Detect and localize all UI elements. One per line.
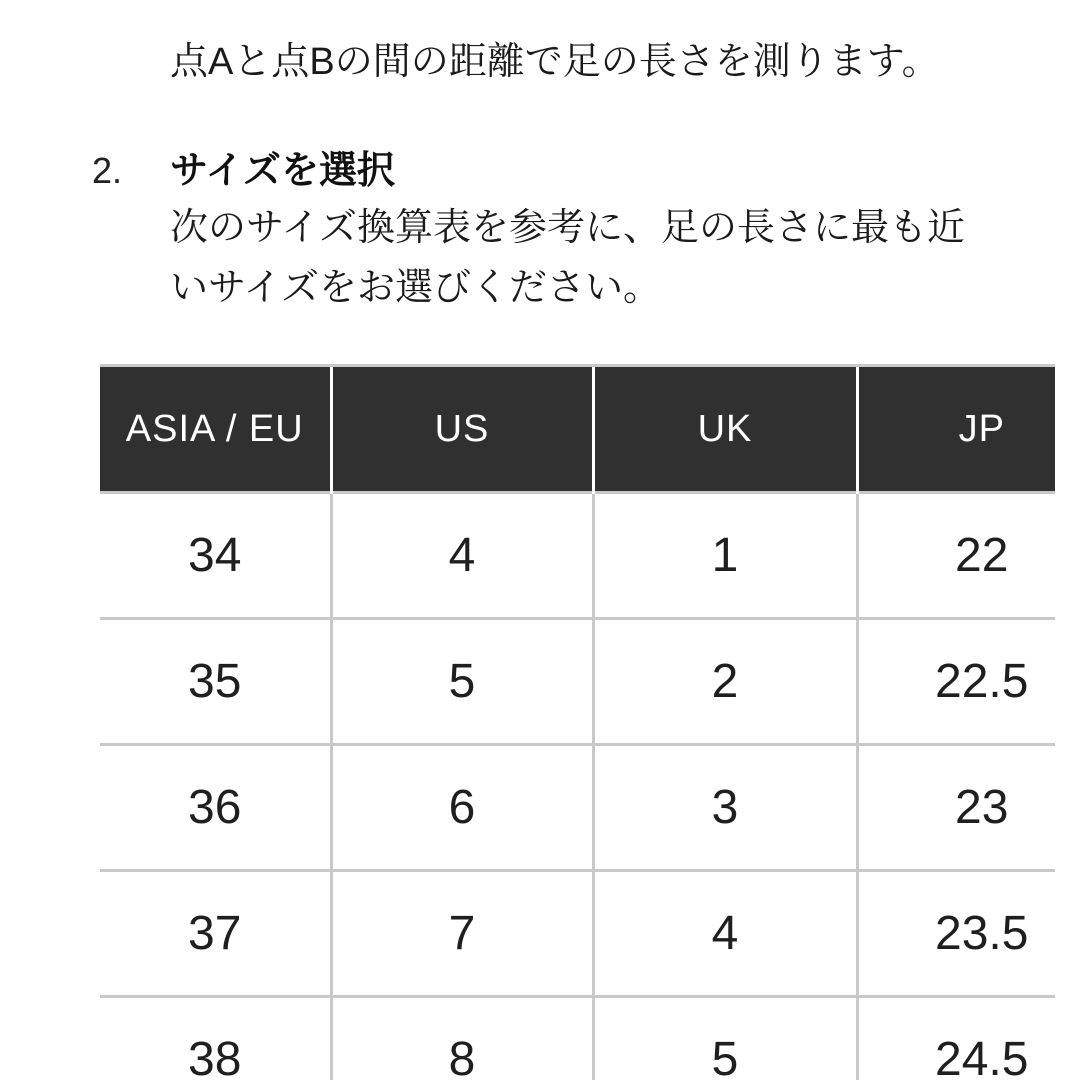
cell-uk: 4 bbox=[593, 871, 857, 997]
cell-us: 4 bbox=[331, 493, 593, 619]
step-item-2 bbox=[0, 144, 1080, 318]
cell-us: 7 bbox=[331, 871, 593, 997]
step-content bbox=[170, 144, 965, 318]
step-body-text bbox=[170, 198, 965, 318]
cell-jp: 22.5 bbox=[857, 619, 1055, 745]
cell-us: 5 bbox=[331, 619, 593, 745]
cell-uk: 3 bbox=[593, 745, 857, 871]
cell-jp: 22 bbox=[857, 493, 1055, 619]
step-number: 2. bbox=[92, 150, 123, 191]
cell-asia-eu: 37 bbox=[100, 871, 331, 997]
table-row bbox=[100, 493, 1055, 619]
cell-uk: 2 bbox=[593, 619, 857, 745]
table-row bbox=[100, 745, 1055, 871]
table-row bbox=[100, 997, 1055, 1080]
cell-jp: 23 bbox=[857, 745, 1055, 871]
table-row bbox=[100, 871, 1055, 997]
cell-uk: 5 bbox=[593, 997, 857, 1080]
header-cell-us: US bbox=[331, 367, 593, 493]
cell-us: 6 bbox=[331, 745, 593, 871]
step-body-line-2: いサイズをお選びください。 bbox=[170, 267, 661, 309]
cell-jp: 23.5 bbox=[857, 871, 1055, 997]
cell-uk: 1 bbox=[593, 493, 857, 619]
size-conversion-table bbox=[100, 364, 1055, 1080]
header-cell-uk: UK bbox=[593, 367, 857, 493]
cell-jp: 24.5 bbox=[857, 997, 1055, 1080]
step-title: サイズを選択 bbox=[170, 150, 395, 192]
table-row bbox=[100, 619, 1055, 745]
cell-us: 8 bbox=[331, 997, 593, 1080]
cell-asia-eu: 36 bbox=[100, 745, 331, 871]
table-header-row bbox=[100, 367, 1055, 493]
header-cell-jp: JP bbox=[857, 367, 1055, 493]
measure-instruction-text: 点Aと点Bの間の距離で足の長さを測ります。 bbox=[170, 41, 940, 83]
cell-asia-eu: 38 bbox=[100, 997, 331, 1080]
cell-asia-eu: 35 bbox=[100, 619, 331, 745]
step-body-line-1: 次のサイズ換算表を参考に、足の長さに最も近 bbox=[170, 207, 965, 249]
cell-asia-eu: 34 bbox=[100, 493, 331, 619]
header-cell-asia-eu: ASIA / EU bbox=[100, 367, 331, 493]
size-table bbox=[100, 367, 1055, 1080]
